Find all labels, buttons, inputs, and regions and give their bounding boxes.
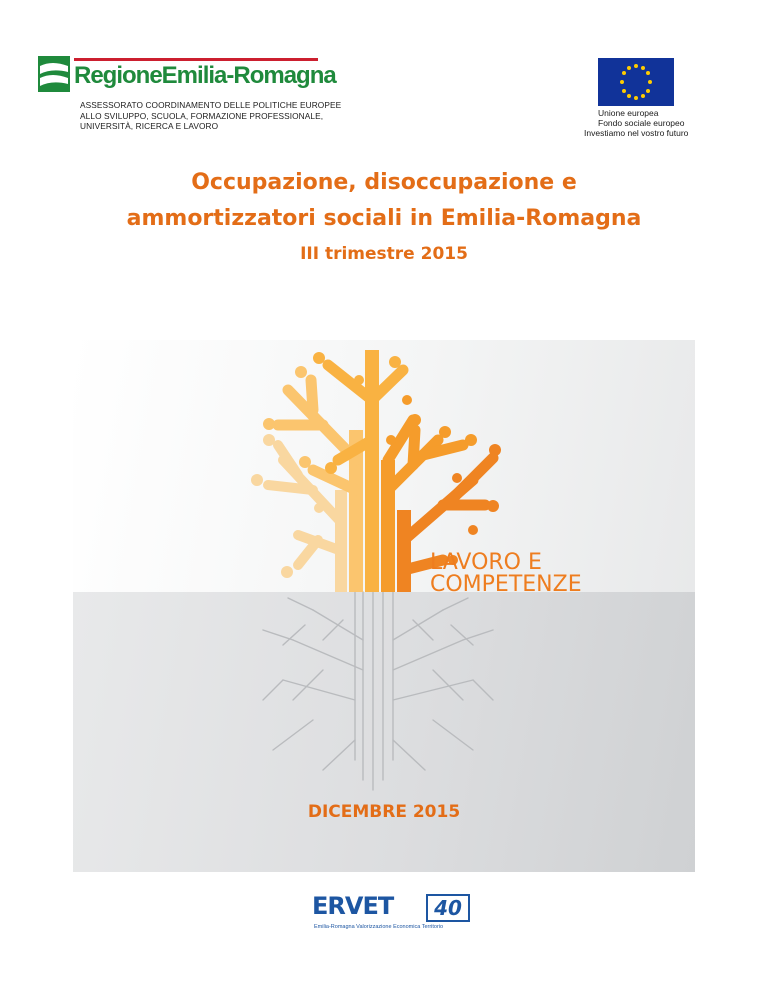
ervet-anniversary-badge: 40 bbox=[426, 894, 470, 922]
assessorato-text bbox=[80, 100, 350, 132]
eu-caption bbox=[584, 108, 694, 138]
regione-emilia-romagna-logo bbox=[38, 56, 336, 92]
document-title-line-2: ammortizzatori sociali in Emilia-Romagna bbox=[126, 206, 642, 231]
assessorato-line-2: ALLO SVILUPPO, SCUOLA, FORMAZIONE PROFESSIONALE, bbox=[80, 110, 324, 121]
tree-illustration-icon bbox=[73, 340, 695, 872]
ervet-logo-text: ERVET bbox=[312, 892, 394, 920]
eu-flag-icon bbox=[598, 58, 674, 106]
region-logo-bar bbox=[74, 58, 318, 61]
eu-line-3: Investiamo nel vostro futuro bbox=[584, 128, 689, 138]
assessorato-line-3: UNIVERSITÀ, RICERCA E LAVORO bbox=[80, 121, 219, 131]
document-title-line-1: Occupazione, disoccupazione e bbox=[191, 170, 577, 195]
eu-line-2: Fondo sociale europeo bbox=[598, 118, 685, 128]
publication-date: DICEMBRE 2015 bbox=[307, 802, 461, 822]
ervet-logo bbox=[312, 892, 476, 938]
cover-illustration bbox=[73, 340, 695, 872]
region-flag-icon bbox=[38, 56, 70, 92]
ervet-logo-subtitle: Emilia-Romagna Valorizzazione Economica Territorio bbox=[314, 924, 444, 930]
eu-line-1: Unione europea bbox=[598, 108, 659, 118]
assessorato-line-1: ASSESSORATO COORDINAMENTO DELLE POLITICHE EUROPEE bbox=[80, 100, 342, 110]
lavoro-competenze-label bbox=[430, 552, 582, 596]
lavoro-label-line-1: LAVORO E bbox=[430, 550, 542, 575]
region-logo-text: RegioneEmilia-Romagna bbox=[74, 62, 336, 89]
document-subtitle: III trimestre 2015 bbox=[300, 244, 468, 264]
lavoro-label-line-2: COMPETENZE bbox=[430, 572, 582, 597]
